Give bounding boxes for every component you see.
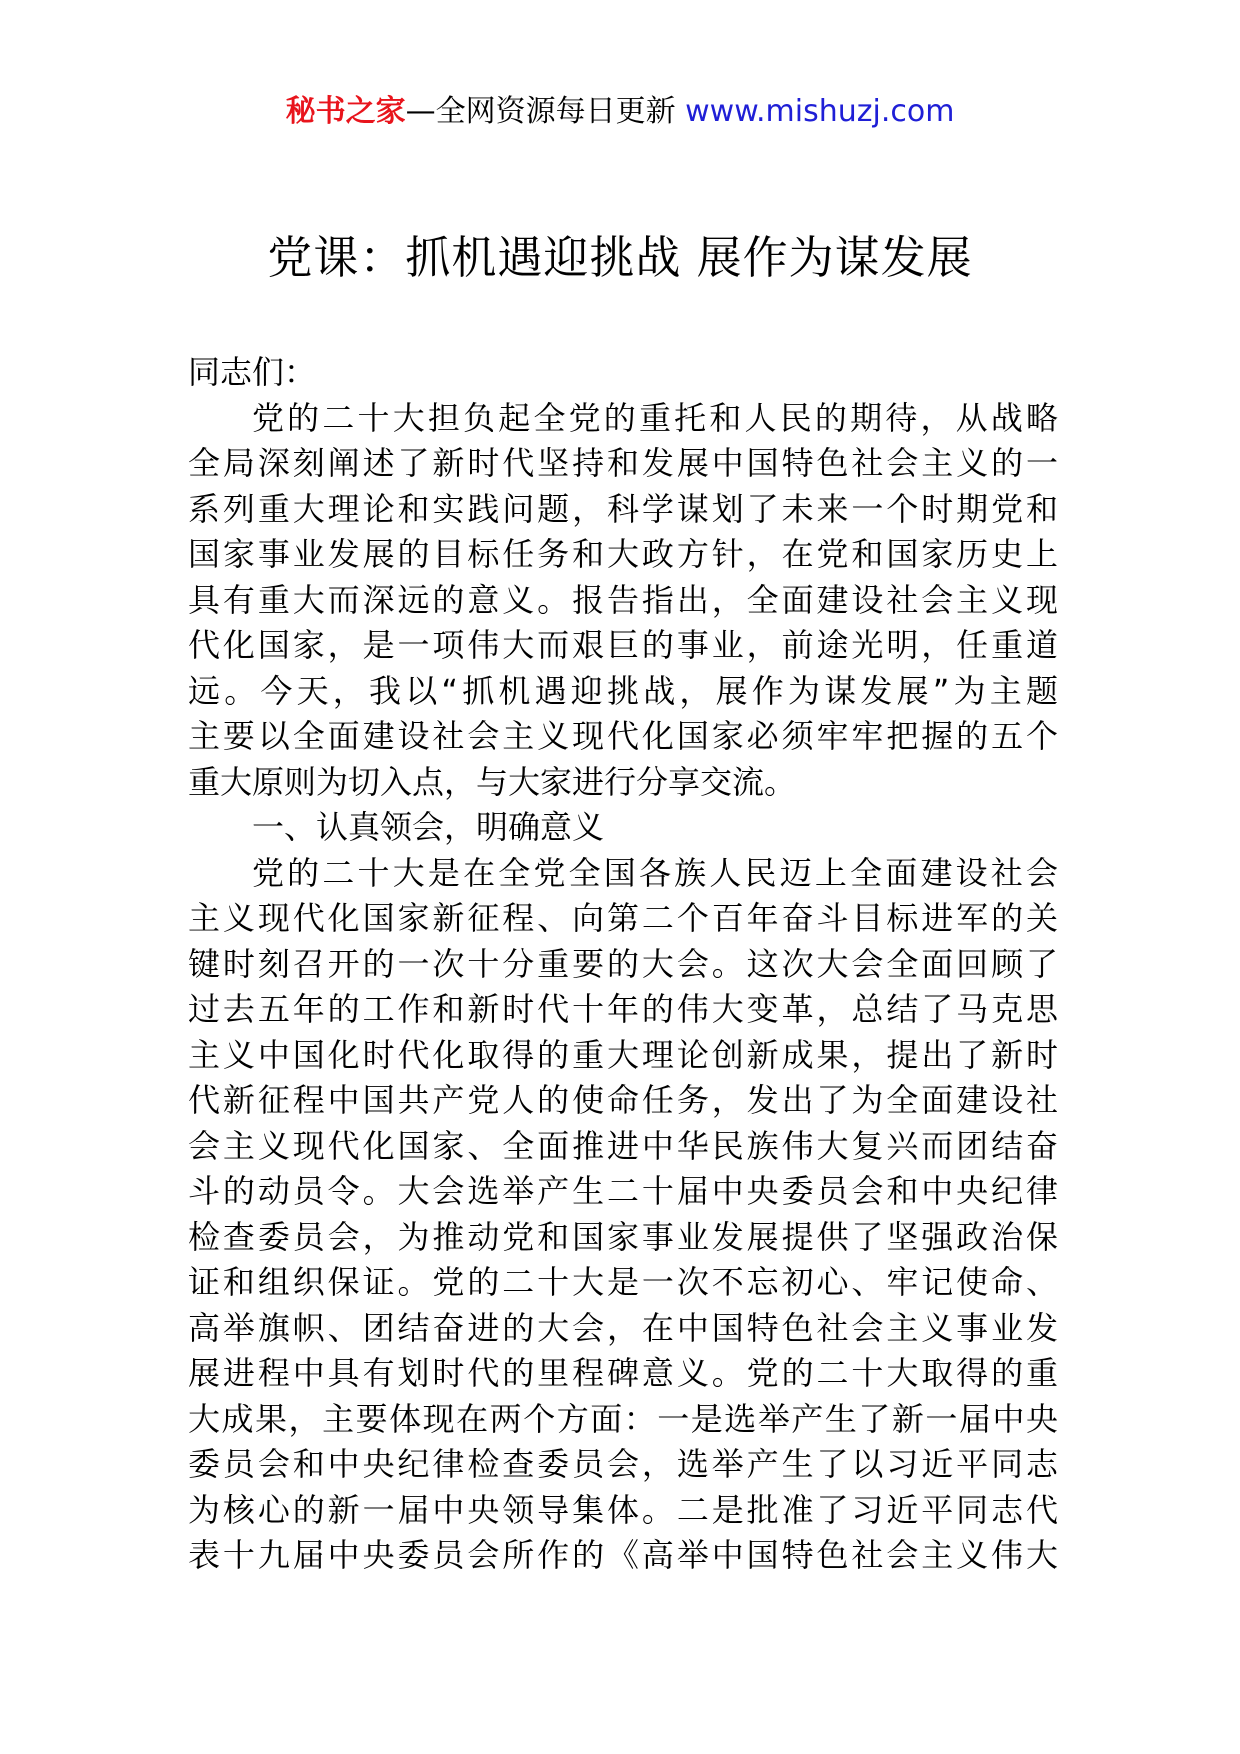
body-line: 系列重大理论和实践问题，科学谋划了未来一个时期党和 xyxy=(188,489,1058,528)
site-tagline: —全网资源每日更新 xyxy=(405,94,676,129)
section-heading: 一、认真领会，明确意义 xyxy=(252,808,605,846)
document-title: 党课：抓机遇迎挑战 展作为谋发展 xyxy=(267,231,973,284)
body-line: 会主义现代化国家、全面推进中华民族伟大复兴而团结奋 xyxy=(188,1126,1058,1165)
site-header xyxy=(0,92,1240,132)
body-line: 高举旗帜、团结奋进的大会，在中国特色社会主义事业发 xyxy=(188,1308,1058,1347)
body-line: 证和组织保证。党的二十大是一次不忘初心、牢记使命、 xyxy=(188,1263,1058,1301)
body-line: 斗的动员令。大会选举产生二十届中央委员会和中央纪律 xyxy=(188,1172,1058,1210)
salutation: 同志们： xyxy=(188,353,317,391)
document-body xyxy=(188,350,1058,1579)
body-line: 过去五年的工作和新时代十年的伟大变革，总结了马克思 xyxy=(188,990,1058,1028)
body-line: 党的二十大是在全党全国各族人民迈上全面建设社会 xyxy=(252,853,1058,892)
body-line: 代新征程中国共产党人的使命任务，发出了为全面建设社 xyxy=(188,1081,1058,1119)
site-url-link[interactable]: www.mishuzj.com xyxy=(685,94,955,129)
site-brand: 秘书之家 xyxy=(285,94,406,129)
body-line: 重大原则为切入点，与大家进行分享交流。 xyxy=(188,762,797,801)
body-line: 党的二十大担负起全党的重托和人民的期待，从战略 xyxy=(252,398,1058,437)
body-line: 检查委员会，为推动党和国家事业发展提供了坚强政治保 xyxy=(188,1217,1058,1256)
body-line: 键时刻召开的一次十分重要的大会。这次大会全面回顾了 xyxy=(188,944,1058,983)
body-line: 主要以全面建设社会主义现代化国家必须牢牢把握的五个 xyxy=(188,717,1058,755)
body-line: 为核心的新一届中央领导集体。二是批准了习近平同志代 xyxy=(188,1490,1058,1529)
body-line: 具有重大而深远的意义。报告指出，全面建设社会主义现 xyxy=(188,580,1058,619)
body-line: 委员会和中央纪律检查委员会，选举产生了以习近平同志 xyxy=(188,1445,1058,1483)
body-line: 主义中国化时代化取得的重大理论创新成果，提出了新时 xyxy=(188,1035,1058,1074)
body-line: 代化国家，是一项伟大而艰巨的事业，前途光明，任重道 xyxy=(188,626,1058,664)
body-line: 远。今天，我以“抓机遇迎挑战，展作为谋发展”为主题 xyxy=(188,671,1058,710)
body-line: 表十九届中央委员会所作的《高举中国特色社会主义伟大 xyxy=(188,1536,1058,1574)
body-line: 展进程中具有划时代的里程碑意义。党的二十大取得的重 xyxy=(188,1354,1058,1392)
body-line: 国家事业发展的目标任务和大政方针，在党和国家历史上 xyxy=(188,535,1058,573)
body-line: 大成果，主要体现在两个方面：一是选举产生了新一届中央 xyxy=(188,1399,1058,1438)
body-line: 全局深刻阐述了新时代坚持和发展中国特色社会主义的一 xyxy=(188,444,1058,482)
body-line: 主义现代化国家新征程、向第二个百年奋斗目标进军的关 xyxy=(188,899,1058,937)
